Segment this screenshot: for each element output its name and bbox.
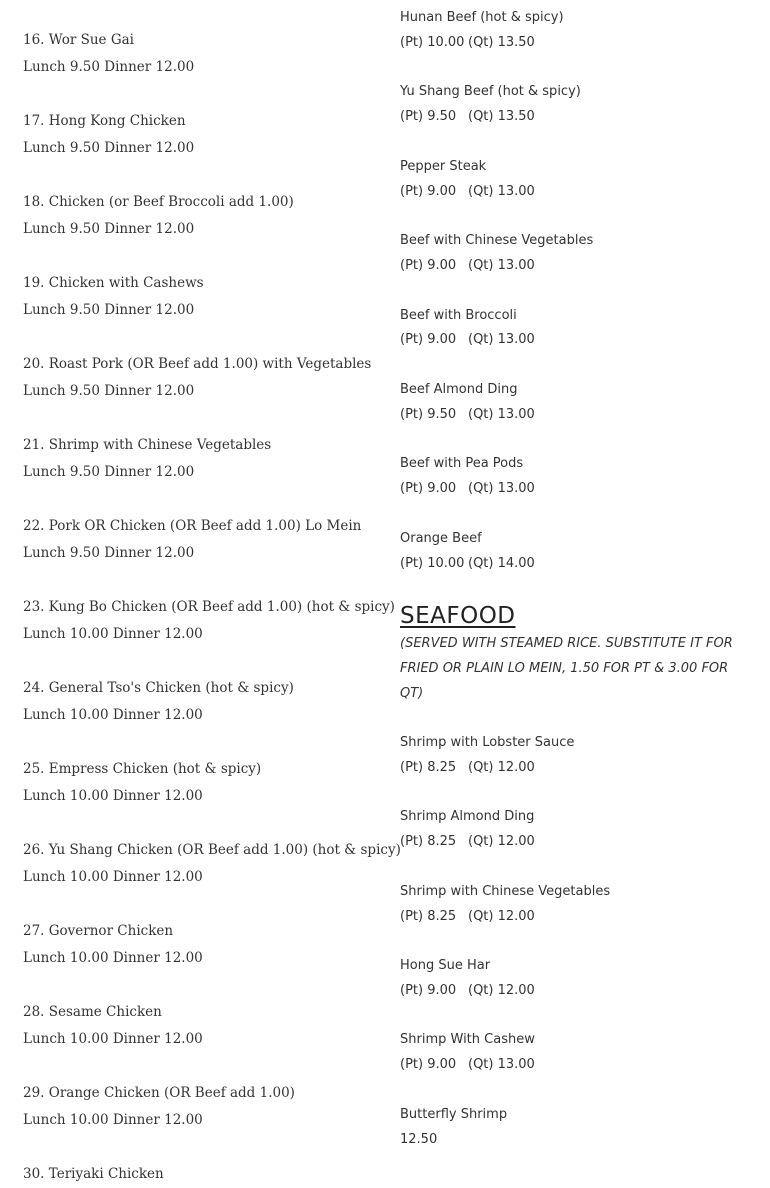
menu-item-name: 21. Shrimp with Chinese Vegetables — [23, 437, 272, 453]
menu-item — [23, 270, 383, 324]
menu-item-price: Lunch 10.00 Dinner 12.00 — [23, 1031, 203, 1047]
menu-item-name: 23. Kung Bo Chicken (OR Beef add 1.00) (hot & spicy) — [23, 599, 395, 615]
menu-item-prices — [400, 552, 745, 577]
menu-item — [23, 594, 395, 648]
quart-price: (Qt) 13.50 — [468, 109, 535, 125]
quart-price: (Qt) 12.00 — [468, 982, 535, 998]
pint-price: (Pt) 9.50 — [400, 406, 457, 422]
menu-item — [23, 756, 383, 810]
menu-item-name: 29. Orange Chicken (OR Beef add 1.00) — [23, 1085, 295, 1101]
menu-item — [23, 918, 383, 972]
menu-item-name: 28. Sesame Chicken — [23, 1004, 162, 1020]
menu-item — [23, 513, 383, 567]
quart-price: (Qt) 13.50 — [468, 34, 535, 50]
menu-item — [400, 80, 745, 130]
quart-price: (Qt) 12.00 — [468, 908, 535, 924]
menu-item — [23, 675, 383, 729]
menu-item-name: Hong Sue Har — [400, 958, 491, 974]
menu-item — [400, 378, 745, 428]
menu-item-prices — [400, 403, 745, 428]
pint-price: (Pt) 9.50 — [400, 109, 457, 125]
pint-price: (Pt) 9.00 — [400, 183, 457, 199]
menu-item — [400, 6, 745, 56]
menu-item-name: 16. Wor Sue Gai — [23, 32, 134, 48]
menu-item-name: 25. Empress Chicken (hot & spicy) — [23, 761, 262, 777]
menu-item-price: Lunch 9.50 Dinner 12.00 — [23, 140, 195, 156]
menu-item — [400, 805, 745, 855]
menu-item — [23, 189, 383, 243]
menu-item-prices — [400, 756, 745, 781]
menu-item-prices — [400, 905, 745, 930]
left-menu-column — [23, 0, 401, 1188]
menu-item-price: Lunch 9.50 Dinner 12.00 — [23, 302, 195, 318]
right-menu-column — [400, 6, 745, 1177]
menu-item-name: 24. General Tso's Chicken (hot & spicy) — [23, 680, 294, 696]
pint-price: (Pt) 8.25 — [400, 759, 457, 775]
menu-item-name: 19. Chicken with Cashews — [23, 275, 204, 291]
pint-price: (Pt) 9.00 — [400, 982, 457, 998]
menu-item-price: Lunch 10.00 Dinner 12.00 — [23, 707, 203, 723]
seafood-section-note: (SERVED WITH STEAMED RICE. SUBSTITUTE IT FOR FRIED OR PLAIN LO MEIN, 1.50 FOR PT & 3.00 FOR QT) — [400, 636, 733, 702]
menu-item-name: Pepper Steak — [400, 158, 487, 174]
menu-item-name: Hunan Beef (hot & spicy) — [400, 10, 564, 25]
menu-item — [400, 229, 745, 279]
menu-item — [400, 731, 745, 781]
pint-price: (Pt) 9.00 — [400, 332, 457, 348]
menu-item-name: Beef with Chinese Vegetables — [400, 233, 594, 249]
menu-item-name: Butterfly Shrimp — [400, 1106, 508, 1122]
quart-price: (Qt) 13.00 — [468, 1057, 535, 1073]
menu-item-prices — [400, 477, 745, 502]
menu-item-price: Lunch 10.00 Dinner 12.00 — [23, 626, 203, 642]
menu-item-name: Shrimp with Lobster Sauce — [400, 734, 575, 750]
quart-price: (Qt) 13.00 — [468, 257, 535, 273]
menu-item-prices — [400, 31, 745, 56]
pint-price: (Pt) 8.25 — [400, 908, 457, 924]
quart-price: (Qt) 13.00 — [468, 481, 535, 497]
pint-price: (Pt) 9.00 — [400, 1057, 457, 1073]
menu-item — [23, 837, 401, 891]
menu-item-price: Lunch 9.50 Dinner 12.00 — [23, 59, 195, 75]
menu-item — [23, 432, 383, 486]
quart-price: (Qt) 13.00 — [468, 406, 535, 422]
menu-item-name: 17. Hong Kong Chicken — [23, 113, 186, 129]
menu-item-name: 26. Yu Shang Chicken (OR Beef add 1.00) (hot & spicy) — [23, 842, 401, 858]
beef-menu-list — [400, 6, 745, 576]
menu-item-price: Lunch 9.50 Dinner 12.00 — [23, 221, 195, 237]
menu-item-name: 22. Pork OR Chicken (OR Beef add 1.00) Lo Mein — [23, 518, 362, 534]
menu-item — [23, 351, 383, 405]
quart-price: (Qt) 13.00 — [468, 332, 535, 348]
menu-item-name: 20. Roast Pork (OR Beef add 1.00) with Vegetables — [23, 356, 372, 372]
menu-item — [400, 954, 745, 1004]
menu-item — [400, 1028, 745, 1078]
menu-item-name: Beef with Broccoli — [400, 307, 517, 323]
quart-price: (Qt) 14.00 — [468, 555, 535, 571]
pint-price: (Pt) 9.00 — [400, 257, 457, 273]
menu-item — [400, 452, 745, 502]
menu-item — [400, 880, 745, 930]
menu-item — [400, 527, 745, 577]
menu-item-name: Orange Beef — [400, 530, 482, 546]
menu-item-prices — [400, 979, 745, 1004]
menu-item-prices — [400, 180, 745, 205]
menu-item-prices — [400, 1053, 745, 1078]
quart-price: (Qt) 13.00 — [468, 183, 535, 199]
menu-item — [23, 1080, 383, 1134]
menu-item-prices — [400, 105, 745, 130]
menu-item-name: Yu Shang Beef (hot & spicy) — [400, 84, 581, 100]
left-menu-list — [23, 27, 401, 1134]
menu-item — [400, 304, 745, 354]
menu-item-prices — [400, 254, 745, 279]
menu-item-price: Lunch 10.00 Dinner 12.00 — [23, 1112, 203, 1128]
menu-item-price: Lunch 9.50 Dinner 12.00 — [23, 464, 195, 480]
quart-price: (Qt) 12.00 — [468, 834, 535, 850]
menu-item-price: Lunch 10.00 Dinner 12.00 — [23, 869, 203, 885]
quart-price: (Qt) 12.00 — [468, 759, 535, 775]
menu-item-price: Lunch 10.00 Dinner 12.00 — [23, 950, 203, 966]
menu-item — [400, 155, 745, 205]
menu-item-price: 12.50 — [400, 1131, 438, 1147]
menu-item-name: Beef Almond Ding — [400, 381, 518, 397]
menu-item-name: 18. Chicken (or Beef Broccoli add 1.00) — [23, 194, 294, 210]
menu-item-name: Beef with Pea Pods — [400, 456, 524, 472]
menu-item-price: Lunch 9.50 Dinner 12.00 — [23, 545, 195, 561]
pint-price: (Pt) 10.00 — [400, 34, 465, 50]
menu-item-name: Shrimp with Chinese Vegetables — [400, 883, 611, 899]
menu-item-name: 27. Governor Chicken — [23, 923, 174, 939]
pint-price: (Pt) 10.00 — [400, 555, 465, 571]
pint-price: (Pt) 8.25 — [400, 834, 457, 850]
menu-item-prices — [400, 328, 745, 353]
menu-item — [23, 999, 383, 1053]
menu-item — [400, 1103, 745, 1153]
menu-item — [23, 27, 383, 81]
seafood-menu-list — [400, 731, 745, 1078]
seafood-section-title: SEAFOOD — [400, 603, 516, 630]
menu-item-name-partial: 30. Teriyaki Chicken — [23, 1166, 164, 1182]
menu-item-name: Shrimp Almond Ding — [400, 809, 535, 825]
menu-item-name: Shrimp With Cashew — [400, 1032, 535, 1048]
pint-price: (Pt) 9.00 — [400, 481, 457, 497]
menu-item — [23, 108, 383, 162]
menu-item-price: Lunch 10.00 Dinner 12.00 — [23, 788, 203, 804]
menu-item-prices — [400, 830, 745, 855]
menu-item-price: Lunch 9.50 Dinner 12.00 — [23, 383, 195, 399]
